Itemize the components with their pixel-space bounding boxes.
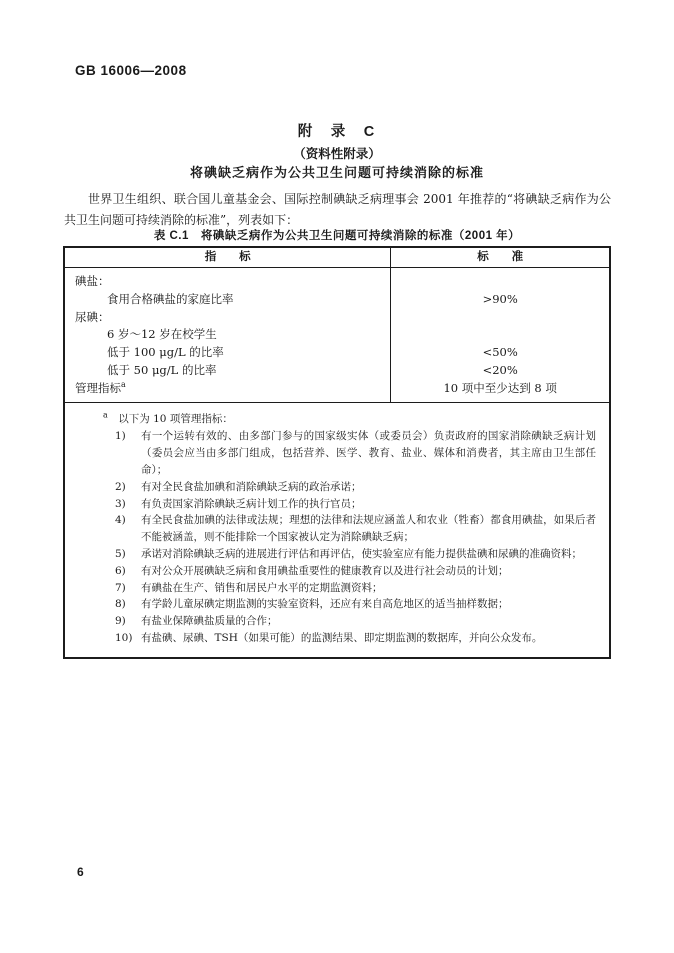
intro-paragraph: 世界卫生组织、联合国儿童基金会、国际控制碘缺乏病理事会 2001 年推荐的“将碘缺乏病作为公共卫生问题可持续消除的标准”，列表如下： bbox=[64, 192, 611, 227]
footnote-item bbox=[115, 630, 596, 647]
standard-cell: <20% bbox=[482, 362, 518, 377]
standard-cell: 10 项中至少达到 8 项 bbox=[443, 380, 557, 395]
footnote-item bbox=[115, 580, 596, 597]
footnote-marker: a bbox=[103, 410, 108, 420]
standard-cell bbox=[391, 309, 609, 327]
standard-column bbox=[391, 268, 609, 402]
footnote-item-text: 承诺对消除碘缺乏病的进展进行评估和再评估，使实验室应有能力提供盐碘和尿碘的准确资料； bbox=[141, 547, 582, 560]
footnote-item-text: 有对公众开展碘缺乏病和食用碘盐重要性的健康教育以及进行社会动员的计划； bbox=[141, 564, 509, 577]
standard-cell: >90% bbox=[482, 291, 518, 306]
standards-table bbox=[63, 246, 611, 659]
footnote-item bbox=[115, 479, 596, 496]
footnote-item-number: 1) bbox=[115, 430, 126, 443]
footnote-item-number: 6) bbox=[115, 564, 126, 577]
table-header-row bbox=[65, 248, 609, 268]
indicator-cell: 6 岁～12 岁在校学生 bbox=[107, 327, 217, 342]
indicator-cell: 碘盐： bbox=[75, 274, 110, 288]
footnote-item bbox=[115, 596, 596, 613]
footnote-item-number: 8) bbox=[115, 598, 126, 611]
footnote-item-number: 9) bbox=[115, 615, 126, 628]
appendix-subtitle: （资料性附录） bbox=[293, 147, 381, 161]
appendix-heading: 将碘缺乏病作为公共卫生问题可持续消除的标准 bbox=[189, 165, 484, 180]
appendix-title: 附 录 C bbox=[297, 124, 377, 140]
footnote-item bbox=[115, 496, 596, 513]
footnote-item-number: 5) bbox=[115, 547, 126, 560]
footnote-intro-text: 以下为 10 项管理指标： bbox=[118, 412, 233, 425]
table-body bbox=[65, 268, 609, 402]
footnote-item bbox=[115, 546, 596, 563]
footnote-item-text: 有对全民食盐加碘和消除碘缺乏病的政治承诺； bbox=[141, 480, 362, 493]
standard-cell bbox=[391, 273, 609, 291]
footnote-items bbox=[115, 428, 596, 646]
footnote-item-text: 有一个运转有效的、由多部门参与的国家级实体（或委员会）负责政府的国家消除碘缺乏病计划（委员会应当由多部门组成，包括营养、医学、教育、盐业、媒体和消费者，其主席由卫生部任命）； bbox=[141, 430, 596, 476]
indicator-cell: 管理指标$^a$ bbox=[75, 379, 126, 395]
footnote-item-text: 有全民食盐加碘的法律或法规；理想的法律和法规应涵盖人和农业（牲畜）都食用碘盐，如果后者不能被涵盖，则不能排除一个国家被认定为消除碘缺乏病； bbox=[141, 514, 596, 544]
footnote-item-text: 有盐碘、尿碘、TSH（如果可能）的监测结果、即定期监测的数据库，并向公众发布。 bbox=[141, 631, 543, 644]
indicator-column bbox=[65, 268, 391, 402]
footnote-item bbox=[115, 563, 596, 580]
footnote-item-number: 3) bbox=[115, 497, 126, 510]
footnote-item bbox=[115, 512, 596, 546]
footnote-item-text: 有碘盐在生产、销售和居民户水平的定期监测资料； bbox=[141, 581, 383, 594]
page-number: 6 bbox=[77, 865, 84, 879]
standard-cell: <50% bbox=[482, 345, 518, 360]
standard-cell bbox=[391, 326, 609, 344]
document-code: GB 16006—2008 bbox=[75, 63, 187, 78]
footnote-item-number: 2) bbox=[115, 480, 126, 493]
indicator-cell: 尿碘： bbox=[75, 309, 110, 324]
indicator-cell: 食用合格碘盐的家庭比率 bbox=[107, 291, 234, 306]
footnote-item-text: 有盐业保障碘盐质量的合作； bbox=[141, 615, 278, 628]
table-caption: 表 C.1 将碘缺乏病作为公共卫生问题可持续消除的标准（2001 年） bbox=[153, 230, 521, 242]
footnote-item bbox=[115, 428, 596, 478]
footnote-item-number: 10) bbox=[115, 631, 133, 644]
column-header-standard: 标 准 bbox=[477, 251, 524, 263]
footnote-item-text: 有负责国家消除碘缺乏病计划工作的执行官员； bbox=[141, 497, 362, 510]
footnote-item-text: 有学龄儿童尿碘定期监测的实验室资料，还应有来自高危地区的适当抽样数据； bbox=[141, 598, 509, 611]
indicator-cell: 低于 50 μg/L 的比率 bbox=[107, 362, 217, 377]
footnote-item-number: 4) bbox=[115, 514, 126, 527]
table-footnote bbox=[65, 402, 609, 657]
footnote-item bbox=[115, 613, 596, 630]
indicator-cell: 低于 100 μg/L 的比率 bbox=[107, 345, 224, 360]
column-header-indicator: 指 标 bbox=[65, 248, 391, 267]
footnote-item-number: 7) bbox=[115, 581, 126, 594]
footnote-intro bbox=[103, 411, 596, 428]
